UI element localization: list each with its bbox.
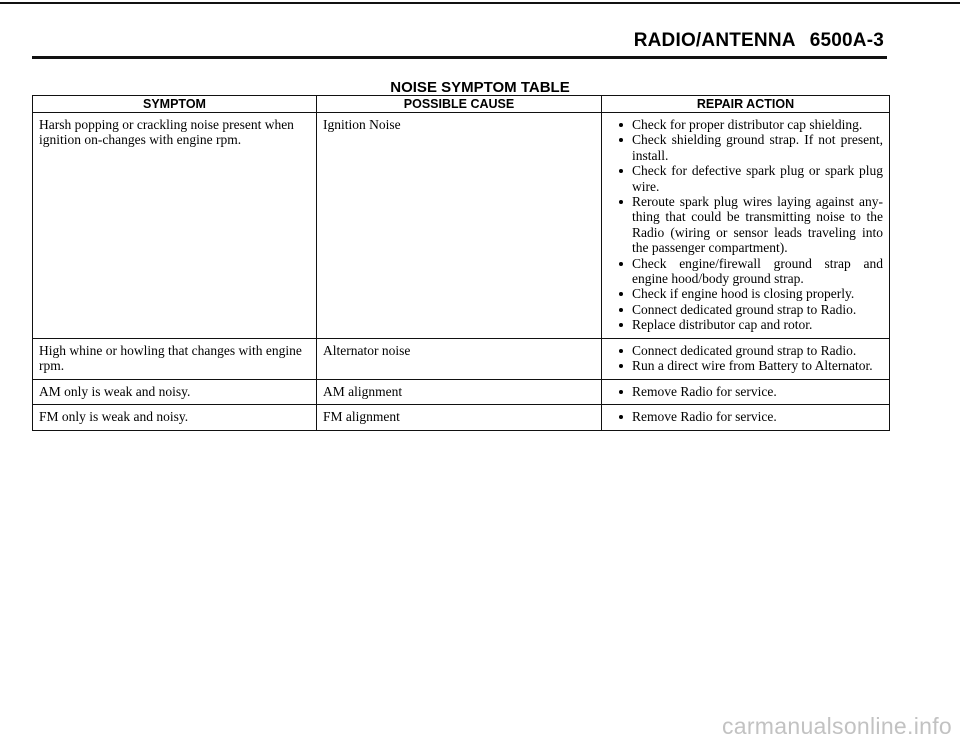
header-rule (32, 56, 887, 59)
column-header-possible-cause: POSSIBLE CAUSE (317, 96, 602, 113)
repair-action-item: Connect dedicated ground strap to Radio. (618, 343, 883, 358)
repair-action-item: Replace distributor cap and rotor. (618, 317, 883, 332)
repair-action-item: Connect dedicated ground strap to Radio. (618, 302, 883, 317)
page-header-title: RADIO/ANTENNA (633, 30, 796, 51)
table-header-row (33, 96, 890, 113)
cause-cell: Alternator noise (317, 339, 602, 380)
table-row (33, 113, 890, 339)
cause-cell: AM alignment (317, 379, 602, 404)
symptom-cell: High whine or howling that changes with engine rpm. (33, 339, 317, 380)
cause-cell: Ignition Noise (317, 113, 602, 339)
repair-action-item: Check for defective spark plug or spark plug wire. (618, 163, 883, 194)
symptom-cell: FM only is weak and noisy. (33, 405, 317, 430)
noise-symptom-table (32, 95, 890, 431)
table-row (33, 379, 890, 404)
cause-cell: FM alignment (317, 405, 602, 430)
repair-action-cell (602, 113, 890, 339)
repair-action-cell (602, 379, 890, 404)
table-row (33, 339, 890, 380)
repair-action-item: Reroute spark plug wires laying against any-thing that could be transmitting noise to the Radio (wiring or sensor leads traveling into the passenger compartment). (618, 194, 883, 256)
table-title: NOISE SYMPTOM TABLE (390, 79, 570, 96)
repair-action-cell (602, 339, 890, 380)
top-rule (0, 2, 960, 4)
watermark: carmanualsonline.info (721, 713, 952, 739)
repair-action-item: Check shielding ground strap. If not present, install. (618, 132, 883, 163)
column-header-symptom: SYMPTOM (33, 96, 317, 113)
repair-action-item: Check for proper distributor cap shielding. (618, 117, 883, 132)
repair-action-item: Remove Radio for service. (618, 409, 883, 424)
page-header (634, 30, 884, 52)
repair-action-item: Check if engine hood is closing properly. (618, 286, 883, 301)
repair-action-list (608, 409, 883, 424)
repair-action-item: Run a direct wire from Battery to Alternator. (618, 358, 883, 373)
repair-action-list (608, 343, 883, 374)
column-header-repair-action: REPAIR ACTION (602, 96, 890, 113)
page-header-section: 6500A-3 (809, 30, 884, 51)
repair-action-item: Remove Radio for service. (618, 384, 883, 399)
table-row (33, 405, 890, 430)
symptom-cell: Harsh popping or crackling noise present when ignition on-changes with engine rpm. (33, 113, 317, 339)
symptom-cell: AM only is weak and noisy. (33, 379, 317, 404)
repair-action-list (608, 384, 883, 399)
repair-action-list (608, 117, 883, 333)
repair-action-cell (602, 405, 890, 430)
repair-action-item: Check engine/firewall ground strap and engine hood/body ground strap. (618, 256, 883, 287)
